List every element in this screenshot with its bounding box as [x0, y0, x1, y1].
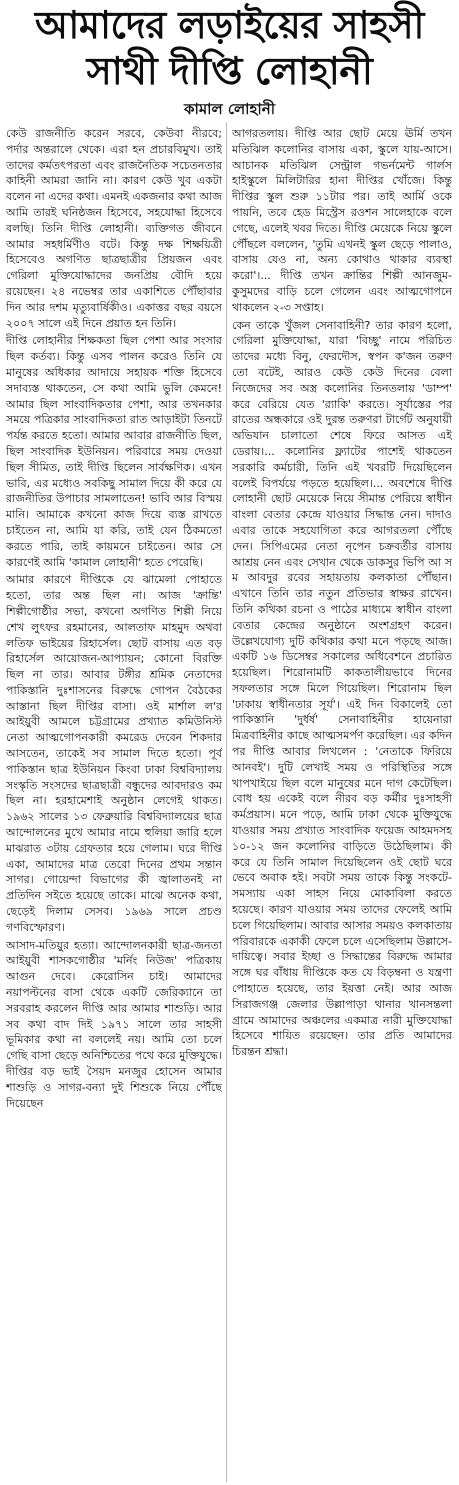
- paragraph: আগরতলায়। দীপ্তি আর ছোট মেয়ে ঊর্মি তখন মতিঝিল কলোনির বাসায় একা, স্কুলে যায়-আসে। আচানক মতিঝিল সেন্ট্রাল গভর্নমেন্ট গার্লস হাইস্কুলে মিলিটারির হানা দীপ্তির খোঁজে। কিন্তু দীপ্তির স্কুল শুরু ১১টার পর। তাই আর্মি ওকে পায়নি, তবে হেড মিস্ট্রেস রওশন সালেহাকে বলে গেছে, এলেই খবর দিতে। দীপ্তি মেয়েকে নিয়ে স্কুলে পৌঁছলে বললেন, 'তুমি এখনই স্কুল ছেড়ে পালাও, বাসায় যেও না, অন্য কোথাও থাকার ব্যবস্থা করো'।... দীপ্তি তখন ক্রান্তির শিল্পী আনজুম-কুসুমদের বাড়ি চলে গেলেন এবং আত্মগোপনে থাকলেন ২-৩ সপ্তাহ।: [232, 127, 452, 314]
- author-byline: কামাল লোহানী: [183, 100, 275, 118]
- column-divider: [226, 122, 227, 1482]
- headline-line-1: আমাদের লড়াইয়ের সাহসী: [35, 3, 424, 47]
- paragraph: দীপ্তি লোহানীর শিক্ষকতা ছিল পেশা আর সংসার ছিল কর্তব্য। কিন্তু এসব পালন করেও তিনি যে মানুষের অধিকার আদায়ে সহায়ক শক্তি হিসেবে সদাব্যস্ত থাকতেন, সে কথা আমি ভুলি কেমনে! আমার ছিল সাংবাদিকতার পেশা, আর তখনকার সময়ে পত্রিকার সাংবাদিকতা রাত আড়াইটা তিনটে পর্যন্ত করতে হতো। আমার আবার রাজনীতি ছিল, ছিল সাংবাদিক ইউনিয়ন। পরিবারে সময় দেওয়া ছিল সীমিত, তাই দীপ্তি ছিলেন সার্বক্ষণিক। এখন ভাবি, এর মধ্যেও সবকিছু সামাল দিয়ে কী করে যে রাজনীতির উপাচার সামলাতেন! ভাবি আর বিস্ময় মানি। আমাকে কখনো কাজ দিয়ে ব্যস্ত রাখতে চাইতেন না, আমি যা করি, তাই যেন ঠিকমতো করতে পারি, তাই কায়মনে চাইতেন। আর সে কারণেই আমি 'কামাল লোহানী' হতে পেরেছি।: [6, 334, 222, 569]
- article-column-left: [6, 126, 222, 1478]
- headline-line-2: সাথী দীপ্তি লোহানী: [86, 49, 373, 93]
- paragraph: আমার কারণে দীপ্তিকে যে ঝামেলা পোহাতে হতো, তার অন্ত ছিল না। আজ 'ক্রান্তি' শিল্পীগোষ্ঠীর সভা, কখনো অগণিত শিল্পী নিয়ে শেখ লুৎফর রহমানের, আলতাফ মাহমুদ অথবা লতিফ ভাইয়ের রিহার্সেল। ছোট বাসায় এত বড় রিহার্সেল আয়োজন-আপ্যায়ন; কোনো বিরক্তি ছিল না তার। আবার টঙ্গীর শ্রমিক নেতাদের পাকিস্তানি দুঃশাসনের বিরুদ্ধে গোপন বৈঠকের আস্তানা ছিল দীপ্তির বাসা। ওই মার্শাল ল'র আইয়ুবী আমলে চট্টগ্রামের প্রখ্যাত কমিউনিস্ট নেতা আত্মগোপনকারী কমরেড দেবেন শিকদার আসতেন, তাকেই সব সামাল দিতে হতো। পূর্ব পাকিস্তান ছাত্র ইউনিয়ন কিংবা ঢাকা বিশ্ববিদ্যালয় সংস্কৃতি সংসদের ছাত্রছাত্রী বন্ধুদের আবদারও কম ছিল না। হরহামেশাই অনুষ্ঠান লেগেই থাকত। ১৯৬২ সালের ১৩ ফেব্রুয়ারি বিশ্ববিদ্যালয়ের ছাত্র আন্দোলনের মুখে আমার নামে হুলিয়া জারি হলে মাঝরাত ৩টায় গ্রেফতার হয়ে গেলাম। ঘরে দীপ্তি একা, আমাদের মাত্র তেরো দিনের প্রথম সন্তান সাগর। গোয়েন্দা বিভাগের কী জ্বালাতনই না প্রতিদিন সইতে হয়েছে তাকে। মাঝে অনেক কথা, ছেড়েই দিলাম সেসব। ১৯৬৯ সালে প্রচণ্ড গণবিস্ফোরণ।: [6, 573, 222, 934]
- paragraph: কেন তাকে খুঁজল সেনাবাহিনী? তার কারণ হলো, গেরিলা মুক্তিযোদ্ধা, যারা 'বিচ্ছু' নামে পরিচিত তাদের মধ্যে বিনু, ফেরদৌস, স্বপন ক'জন তরুণ তো বটেই, আরও কেউ কেউ দিনের বেলা নিজেদের সব অস্ত্র কলোনির তিনতলায় 'ডাম্প' করে বেরিয়ে যেত 'র‌্যাকি' করতে। সূর্যাস্তের পর রাতের অন্ধকারে ওই দুরন্ত তরুণরা টার্গেট অনুযায়ী অভিযান চালাতো শেষে ফিরে আসত এই ডেরায়।... কলোনির ফ্ল্যাটের পাশেই থাকতেন সরকারি কর্মচারী, তিনি এই খবরটি দিয়েছিলেন বলেই বিপর্যয়ে পড়তে হয়েছিল।... অবশেষে দীপ্তি লোহানী ছোট মেয়েকে নিয়ে সীমান্ত পেরিয়ে স্বাধীন বাংলা বেতার কেন্দ্রে যাওয়ার সিদ্ধান্ত নেন। দাদাও এবার তাকে সহযোগিতা করে আগরতলা পৌঁছে দেন। সিপিএমের নেতা নৃপেন চক্রবর্তীর বাসায় আশ্রয় নেন এবং সেখান থেকে ডাকসুর ভিপি আ স ম আবদুর রবের সহায়তায় কলকাতা পৌঁছান। এখানে তিনি তার নতুন প্রতিভার স্বাক্ষর রাখেন। তিনি কথিকা রচনা ও পাঠের মাধ্যমে স্বাধীন বাংলা বেতার কেন্দ্রের অনুষ্ঠানে অংশগ্রহণ করেন। উল্লেখযোগ্য দুটি কথিকার কথা মনে পড়ছে আজ। একটি ১৬ ডিসেম্বর সকালের অধিবেশনে প্রচারিত হয়েছিল। শিরোনামটি কাকতালীয়ভাবে দিনের সফলতার সঙ্গে মিলে গিয়েছিল। শিরোনাম ছিল 'ঢাকায় স্বাধীনতার সূর্য'। এই দিন বিকালেই তো পাকিস্তানি 'দুর্ধর্ষ' সেনাবাহিনীর হায়েনারা মিত্রবাহিনীর কাছে আত্মসমর্পণ করেছিল। এর কদিন পর দীপ্তি আবার লিখলেন : 'নেতাকে ফিরিয়ে আনবই'। দুটি লেখাই সময় ও পরিস্থিতির সঙ্গে খাপখাইয়ে ছিল বলে মানুষের মনে দাগ কেটেছিল। বোধ হয় একেই বলে নীরব বড় কর্মীর দুঃসাহসী কর্মপ্রয়াস। মনে পড়ে, আমি ঢাকা থেকে মুক্তিযুদ্ধে যাওয়ার সময় প্রখ্যাত সাংবাদিক ফয়েজ আহমদসহ ১০-১২ জন কলোনির বাড়িতে উঠেছিলাম। কী করে যে তিনি সামাল দিয়েছিলেন ওই ছোট ঘরে ভেবে অবাক হই। সবটা সময় তাকে কিন্তু সংকটে-সমস্যায় একা সাহস নিয়ে মোকাবিলা করতে হয়েছে। কারণ যাওয়ার সময় তাদের ফেলেই আমি চলে গিয়েছিলাম। আবার আসার সময়ও কলকাতায় পরিবারকে একাকী ফেলে চলে এসেছিলাম উল্লাসে-দায়িত্বে। সবার ইচ্ছা ও সিদ্ধান্তের বিরুদ্ধে আমার সঙ্গে ঘর বাঁধায় দীপ্তিকে কত যে বিড়ম্বনা ও যন্ত্রণা পোহাতে হয়েছে, তার ইয়ত্তা নেই। আর আজ সিরাজগঞ্জ জেলার উল্লাপাড়া থানার খানসন্তলা গ্রামে আমাদের অঞ্চলের একমাত্র নারী মুক্তিযোদ্ধা হিসেবে শায়িত রয়েছেন। তার প্রতি আমাদের চিরন্তন শ্রদ্ধা।: [232, 318, 452, 1059]
- article-headline: [0, 2, 459, 94]
- article-column-right: [232, 126, 452, 1478]
- paragraph: কেউ রাজনীতি করেন সরবে, কেউবা নীরবে; পর্দার অন্তরালে থেকে। এরা হন প্রচারবিমুখ। তাই তাদের কর্মতৎপরতা এবং রাজনৈতিক সচেতনতার কাহিনী আমরা জানি না। কারণ কেউ খুব একটা বলেন না এদের কথা। এমনই একজনার কথা আজ আমি তারই ঘনিষ্ঠজন হিসেবে, সহযোদ্ধা হিসেবে বলছি। তিনি দীপ্তি লোহানী। ব্যক্তিগত জীবনে আমার সহধর্মিণীও বটে। কিন্তু দক্ষ শিক্ষয়িত্রী হিসেবেও অগণিত ছাত্রছাত্রীর প্রিয়জন এবং গেরিলা মুক্তিযোদ্ধাদের জনপ্রিয় বৌদি হয়ে রয়েছেন। ২৪ নভেম্বর তার একাশিতে পৌঁছাবার দিন আর দশম মৃত্যুবার্ষিকীও। একাত্তর বছর বয়সে ২০০৭ সালে এই দিনে প্রয়াত হন তিনি।: [6, 127, 222, 330]
- paragraph: আসাদ-মতিয়ুর হত্যা। আন্দোলনকারী ছাত্র-জনতা আইয়ুবী শাসকগোষ্ঠীর 'মর্নিং নিউজ' পত্রিকায় আগুন দেবে। কেরোসিন চাই। আমাদের নয়াপল্টনের বাসা থেকে একটি জেরিক্যানে তা সরবরাহ করলেন দীপ্তি আর আমার শাশুড়ি। আর সব কথা বাদ দিই ১৯৭১ সালে তার সাহসী ভূমিকার কথা না বললেই নয়। আমি তো চলে গেছি বাসা ছেড়ে অনিশ্চিতের পথে করে মুক্তিযুদ্ধে। দীপ্তির বড় ভাই সৈয়দ মনজুর হোসেন আমার শাশুড়ি ও সাগর-বন্যা দুই শিশুকে নিয়ে পৌঁছে দিয়েছেন: [6, 938, 222, 1110]
